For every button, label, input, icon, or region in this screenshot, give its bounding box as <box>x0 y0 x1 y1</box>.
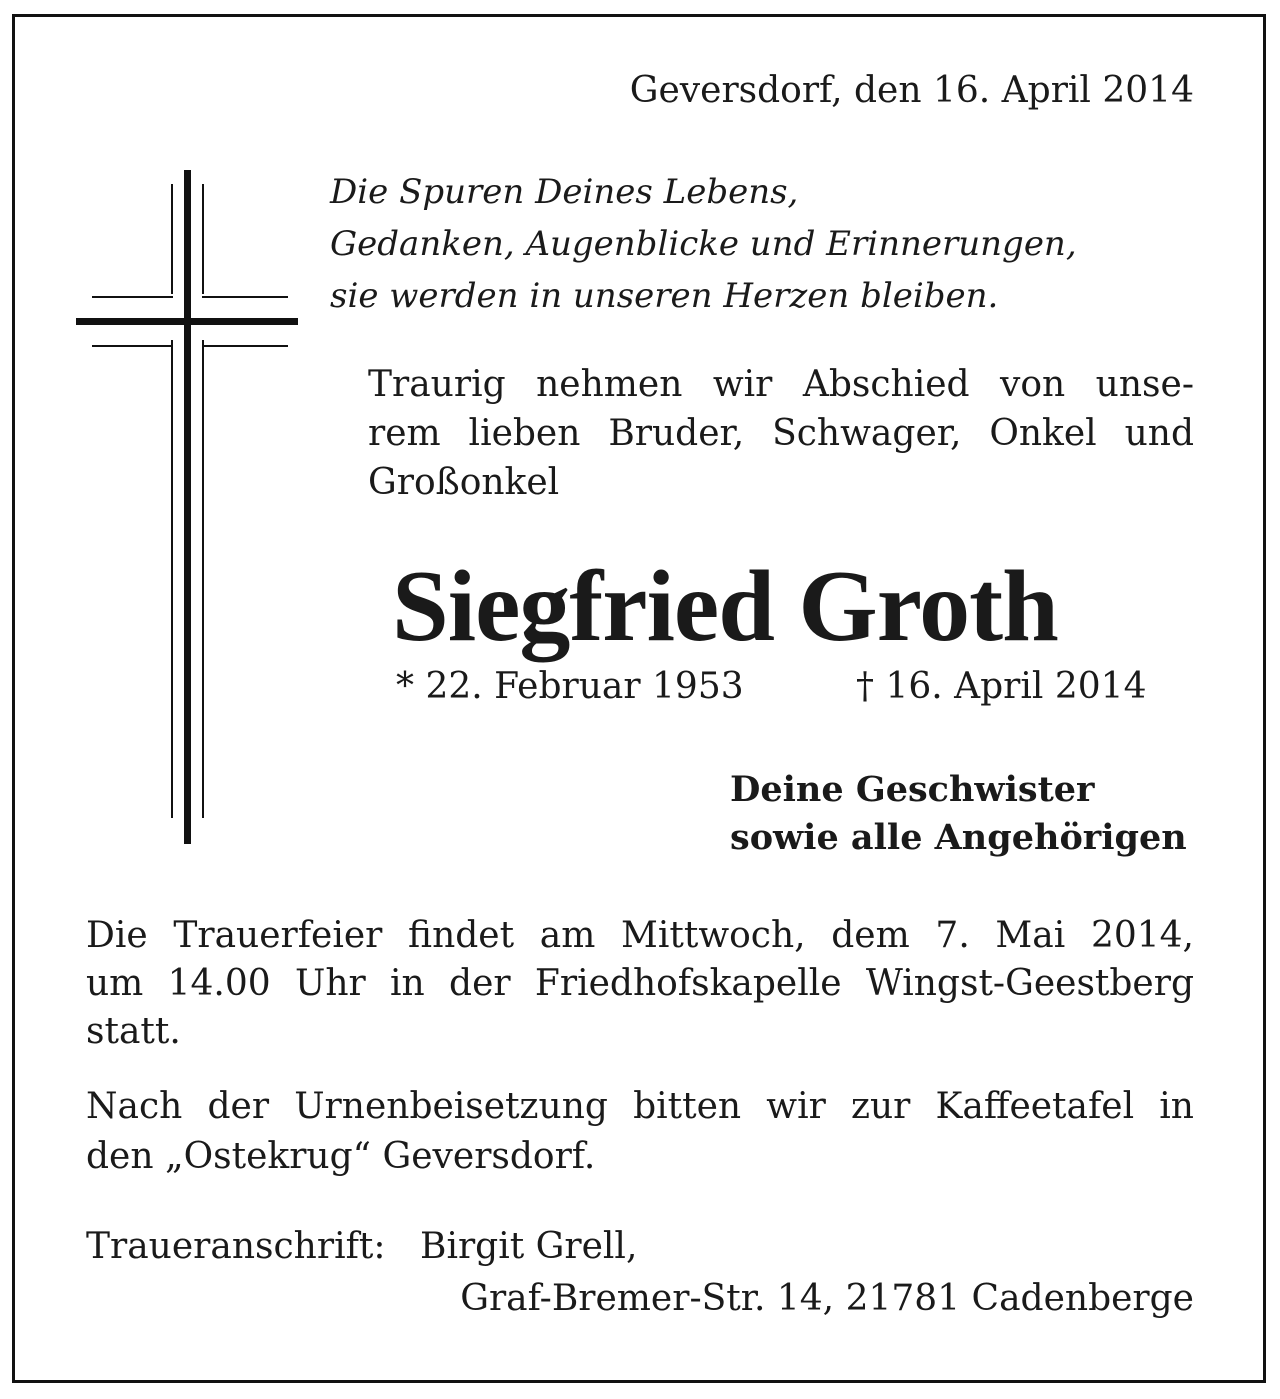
reception-text <box>86 1082 1194 1182</box>
verse <box>330 166 1077 322</box>
intro-line: Traurig nehmen wir Abschied von unse- <box>368 364 1194 405</box>
address-street: Graf-Bremer-Str. 14, 21781 Cadenberge <box>460 1278 1194 1319</box>
reception-line: Nach der Urnenbeisetzung bitten wir zur Kaffeetafel in <box>86 1086 1194 1127</box>
ceremony-text <box>86 912 1194 1056</box>
family-signature <box>730 766 1187 862</box>
family-line: Deine Geschwister <box>730 769 1095 810</box>
ceremony-line: um 14.00 Uhr in der Friedhofskapelle Wingst-Geestberg <box>86 963 1194 1004</box>
verse-line: Gedanken, Augenblicke und Erinnerungen, <box>330 224 1077 264</box>
ceremony-line: Die Trauerfeier findet am Mittwoch, dem 7. Mai 2014, <box>86 915 1194 956</box>
birth-date: * 22. Februar 1953 <box>396 666 744 707</box>
address-label: Traueranschrift: <box>86 1226 386 1267</box>
intro-line: rem lieben Bruder, Schwager, Onkel und <box>368 413 1194 454</box>
address-name: Birgit Grell, <box>420 1226 638 1267</box>
verse-line: sie werden in unseren Herzen bleiben. <box>330 276 999 316</box>
intro-text <box>368 360 1194 507</box>
intro-line: Großonkel <box>368 462 560 503</box>
reception-line: den „Ostekrug“ Geversdorf. <box>86 1136 596 1177</box>
ceremony-line: statt. <box>86 1011 181 1052</box>
verse-line: Die Spuren Deines Lebens, <box>330 172 799 212</box>
death-date: † 16. April 2014 <box>856 666 1147 707</box>
place-date: Geversdorf, den 16. April 2014 <box>629 70 1194 111</box>
family-line: sowie alle Angehörigen <box>730 817 1187 858</box>
cross-icon <box>76 170 300 844</box>
deceased-name: Siegfried Groth <box>392 550 1058 663</box>
